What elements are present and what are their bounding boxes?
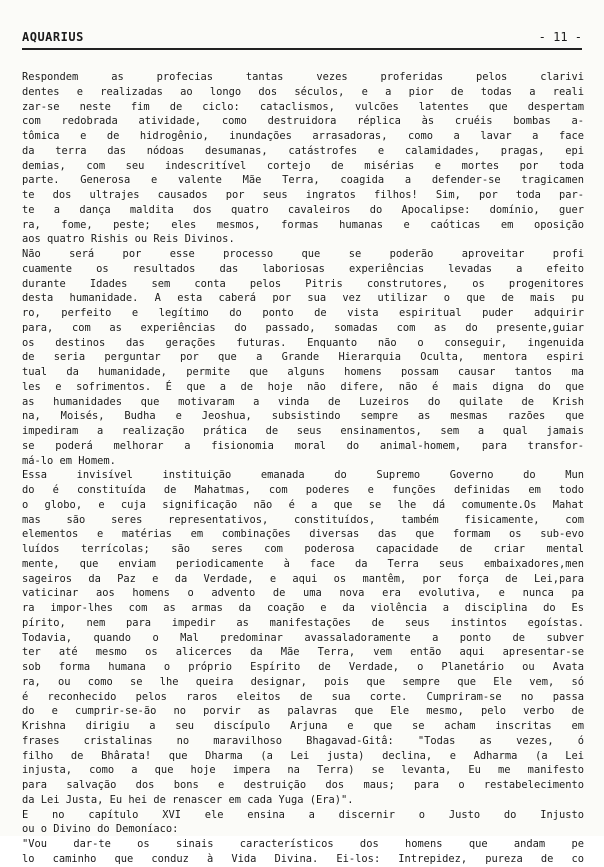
text-line: pírito, nem para impedir as manifestações de seus instintos egoístas. bbox=[22, 616, 584, 629]
text-line: ra impor-lhes com as armas da coação e da violência a disciplina do Es bbox=[22, 602, 584, 614]
text-line: as humanidades que motivaram a vinda de Luzeiros do quilate de Krish bbox=[22, 395, 584, 408]
text-line: demias, com seu indescritível cortejo de misérias e mortes por toda bbox=[22, 159, 584, 172]
text-line: injusta, como a que hoje impera na Terra) se levanta, Eu me manifesto bbox=[22, 764, 584, 777]
text-line: sageiros da Paz e da Verdade, e aqui os mantêm, por força de Lei,para bbox=[22, 572, 584, 585]
text-line: tual da humanidade, permite que alguns homens possam causar tantos ma bbox=[22, 366, 584, 378]
text-line: é reconhecido pelos raros eleitos de sua corte. Cumpriram-se no passa bbox=[22, 690, 584, 703]
text-line: os destinos das gerações futuras. Enquanto não o conseguir, ingenuida bbox=[22, 336, 584, 349]
text-line: ra, ou como se lhe queira designar, pois que sempre que Ele vem, só bbox=[22, 675, 584, 688]
text-line: desta humanidade. A esta caberá por sua vez utilizar o que de mais pu bbox=[22, 292, 584, 305]
text-line: sob forma humana o próprio Espírito de Verdade, o Planetário ou Avata bbox=[22, 661, 584, 673]
text-line: tômica e de hidrogênio, inundações arrasadoras, como a lavar a face bbox=[22, 130, 584, 142]
text-line: da terra das nódoas desumanas, catástrofes e calamidades, pragas, epi bbox=[22, 144, 584, 157]
text-line: se poderá melhorar a fisionomia moral do animal-homem, para transfor- bbox=[22, 439, 584, 452]
text-line: les e sofrimentos. É que a de hoje não difere, não é mais digna do que bbox=[22, 380, 584, 393]
text-line: E no capítulo XVI ele ensina a discernir o Justo do Injusto bbox=[22, 808, 584, 821]
text-line: lo caminho que conduz à Vida Divina. Ei-los: Intrepidez, pureza de co bbox=[22, 852, 584, 865]
text-line: do e cumprir-se-ão no porvir as palavras que Ele mesmo, pelo verbo de bbox=[22, 705, 584, 718]
text-line: filho de Bhârata! que Dharma (a Lei justa) declina, e Adharma (a Lei bbox=[22, 749, 584, 762]
text-line: impediram a realização prática de seus ensinamentos, sem a qual jamais bbox=[22, 425, 584, 437]
text-line: ou o Divino do Demoníaco: bbox=[22, 823, 179, 836]
text-line: ter até mesmo os alicerces da Mãe Terra, vem então aqui apresentar-se bbox=[22, 646, 584, 659]
page-header bbox=[22, 30, 582, 48]
text-line: Krishna dirigiu a seu discípulo Arjuna e que se acham inscritas em bbox=[22, 720, 584, 732]
text-line: com redobrada atividade, como destruidora réplica às cruéis bombas a- bbox=[22, 115, 584, 128]
body-text bbox=[22, 70, 584, 867]
text-line: te a dança maldita dos quatro cavaleiros do Apocalipse: domínio, guer bbox=[22, 203, 584, 216]
text-line: te dos ultrajes causados por seus ingratos filhos! Sim, por toda par- bbox=[22, 189, 584, 201]
text-line: mas são seres representativos, constituídos, também fisicamente, com bbox=[22, 513, 584, 526]
text-line: dentes e realizadas ao longo dos séculos, e a pior de todas a reali bbox=[22, 85, 584, 98]
text-line: na, Moisés, Budha e Jeoshua, subsistindo sempre as mesmas razões que bbox=[22, 410, 584, 423]
text-line: "Vou dar-te os sinais característicos dos homens que andam pe bbox=[22, 838, 584, 850]
text-line: mente, que enviam periodicamente à face da Terra seus embaixadores,men bbox=[22, 557, 584, 570]
text-line: ro, perfeito e legítimo do ponto de vista espiritual puder adquirir bbox=[22, 307, 584, 319]
text-line: de seria perguntar por que a Grande Hierarquia Oculta, mentora espiri bbox=[22, 351, 584, 364]
text-line: Todavia, quando o Mal predominar avassaladoramente a ponto de subver bbox=[22, 631, 584, 644]
text-line: parte. Generosa e valente Mãe Terra, coagida a defender-se tragicamen bbox=[22, 174, 584, 187]
text-line: Essa invisível instituição emanada do Supremo Governo do Mun bbox=[22, 469, 584, 482]
text-line: cuamente os resultados das laboriosas experiências levadas a efeito bbox=[22, 262, 584, 275]
text-line: do é constituída de Mahatmas, com poderes e funções definidas em todo bbox=[22, 484, 584, 496]
text-line: para salvação dos bons e destruição dos maus; para o restabelecimento bbox=[22, 779, 584, 791]
text-line: zar-se neste fim de ciclo: cataclismos, vulcões latentes que despertam bbox=[22, 100, 584, 113]
text-line: Respondem as profecias tantas vezes proferidas pelos clarivi bbox=[22, 71, 584, 83]
page-number: - 11 - bbox=[538, 30, 582, 44]
text-line: luídos terrícolas; são seres com poderosa capacidade de criar mental bbox=[22, 543, 584, 555]
page-title: AQUARIUS bbox=[22, 30, 84, 44]
header-divider bbox=[22, 48, 582, 50]
text-line: má-lo em Homem. bbox=[22, 454, 116, 467]
text-line: elementos e matérias em combinações diversas das que formam os sub-evo bbox=[22, 528, 584, 541]
text-line: aos quatro Rishis ou Reis Divinos. bbox=[22, 233, 235, 246]
text-line: o globo, e cuja significação não é a que se lhe dá comumente.Os Mahat bbox=[22, 498, 584, 511]
text-line: durante Idades sem conta pelos Pitris construtores, os progenitores bbox=[22, 277, 584, 290]
text-line: da Lei Justa, Eu hei de renascer em cada Yuga (Era)". bbox=[22, 793, 354, 806]
text-line: vaticinar aos homens o advento de uma nova era evolutiva, e nunca pa bbox=[22, 587, 584, 600]
text-line: para, com as experiências do passado, somadas com as do presente,guiar bbox=[22, 321, 584, 334]
text-line: frases cristalinas no maravilhoso Bhagavad-Gitâ: "Todas as vezes, ó bbox=[22, 734, 584, 747]
text-line: Não será por esse processo que se poderão aproveitar profi bbox=[22, 248, 584, 260]
text-line: ra, fome, peste; eles mesmos, formas humanas e caóticas em oposição bbox=[22, 218, 584, 231]
